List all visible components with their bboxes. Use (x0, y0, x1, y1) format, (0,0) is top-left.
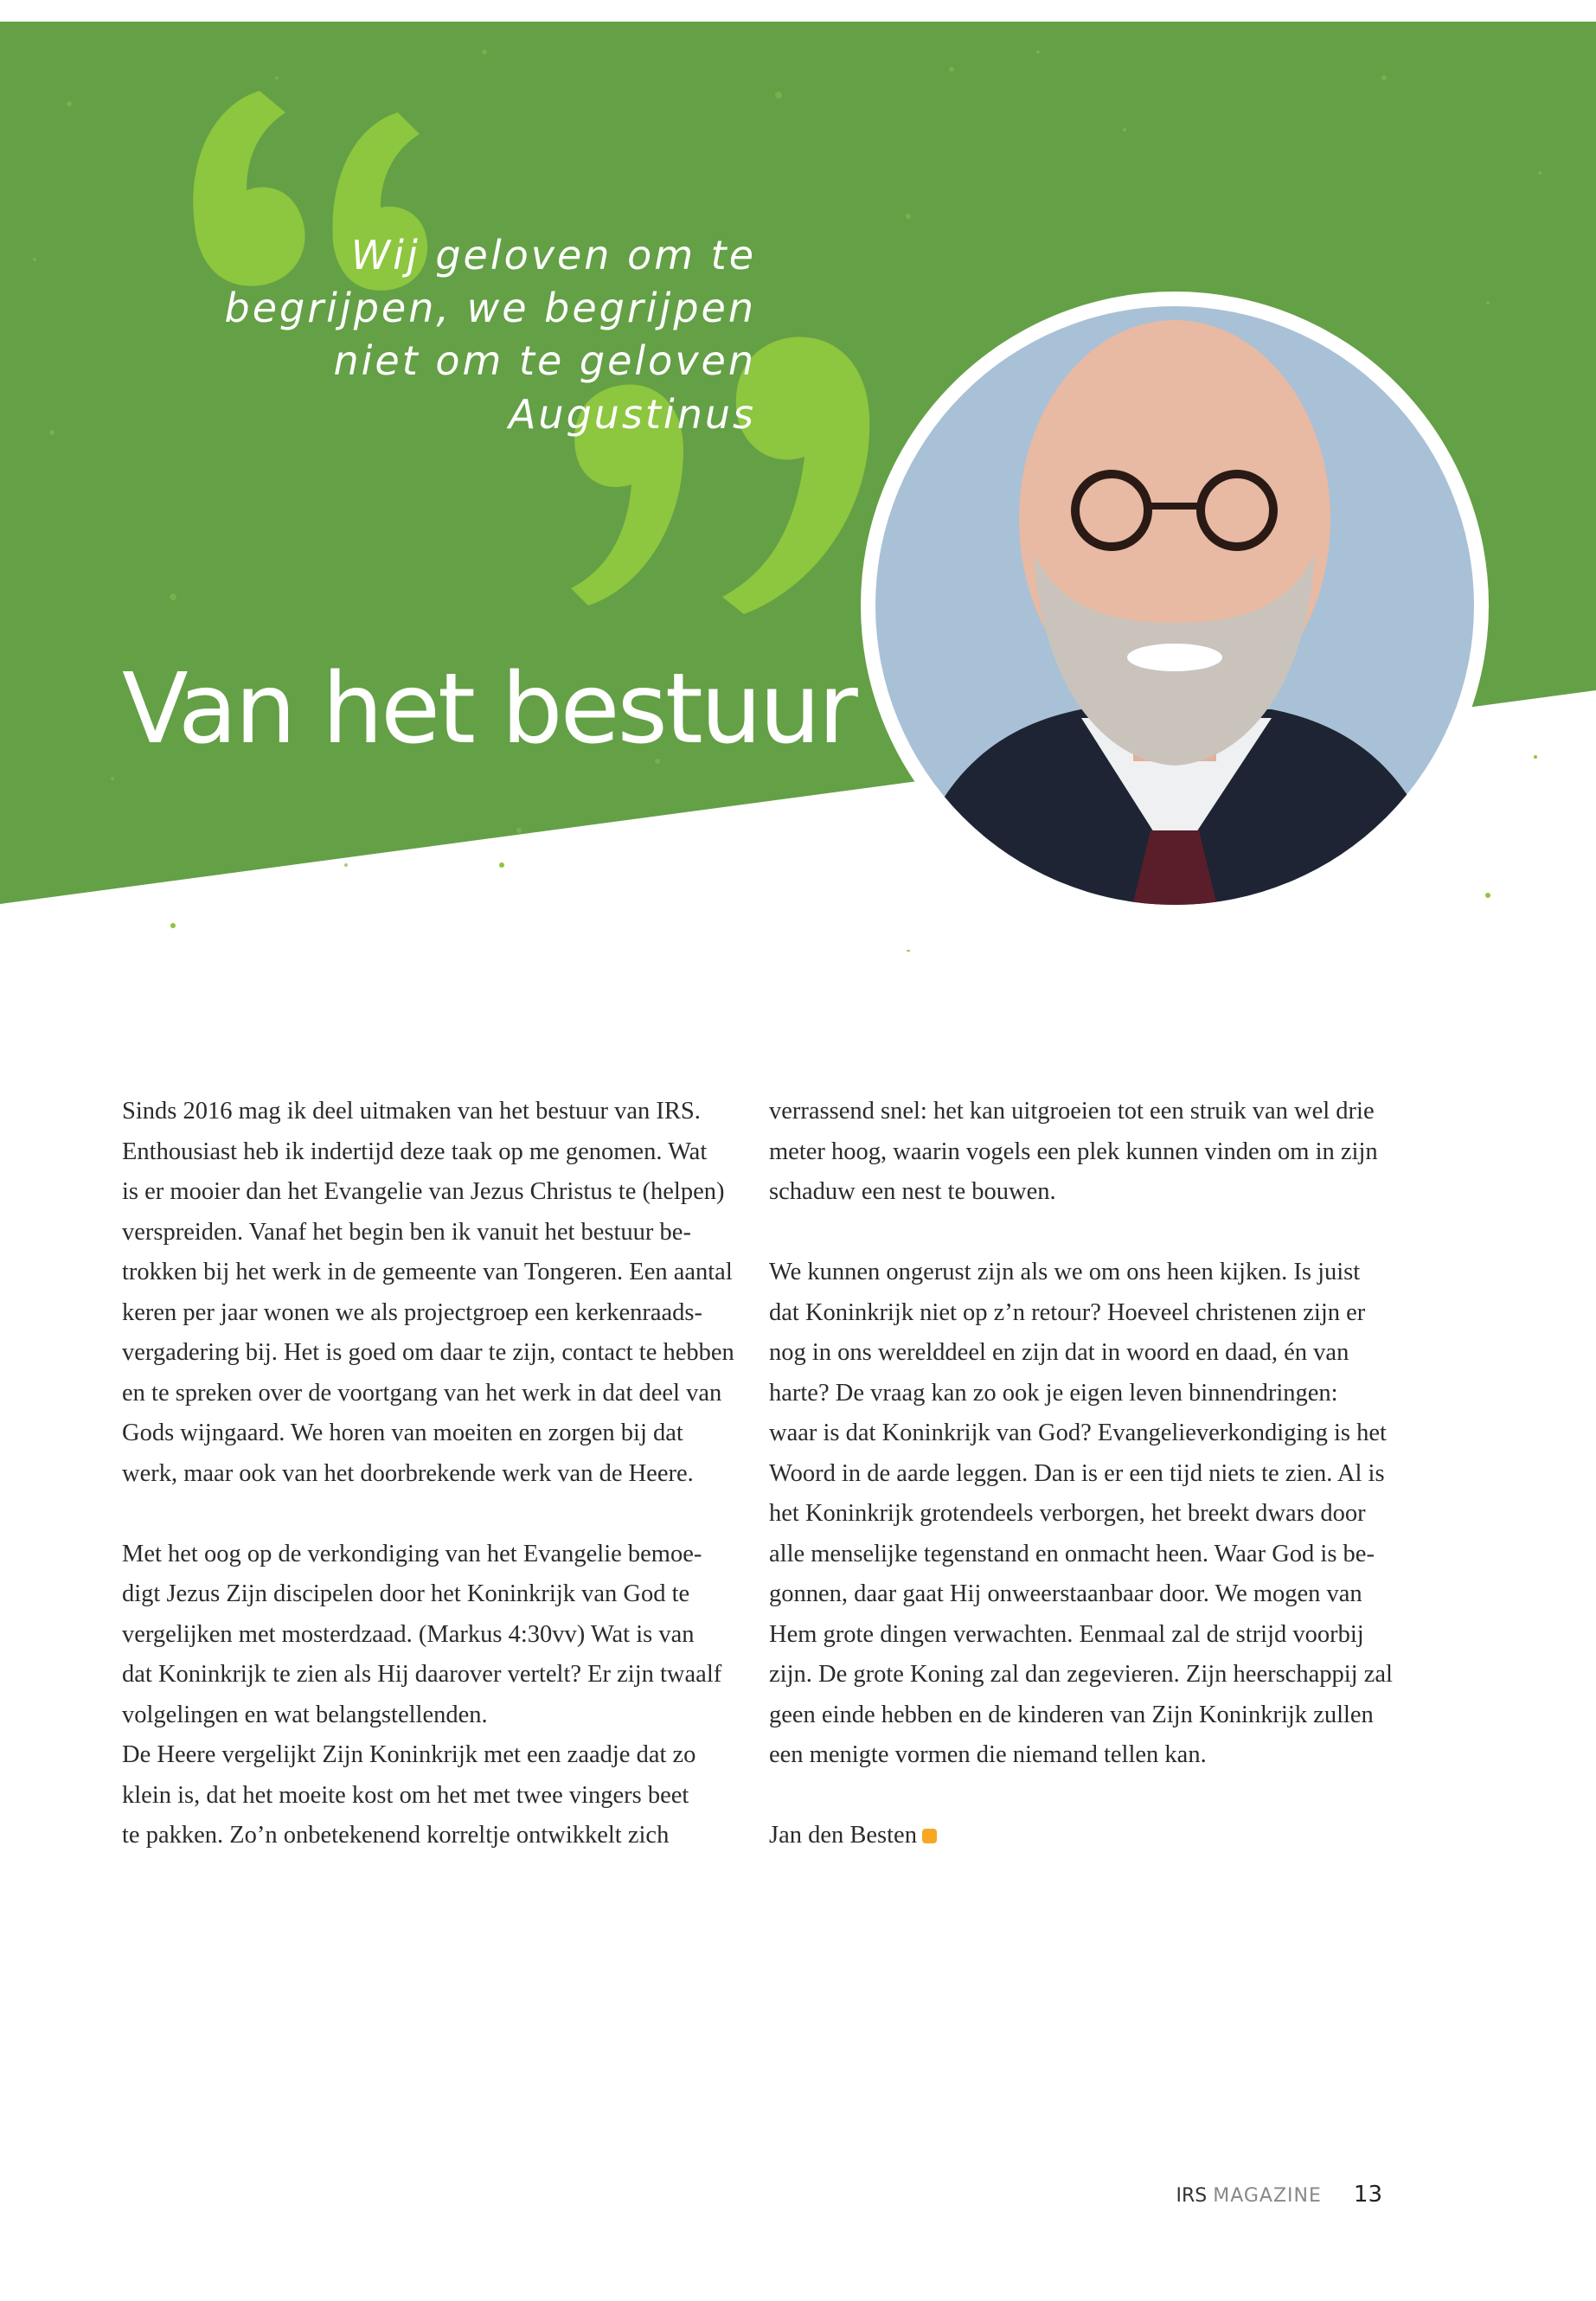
text-line: is er mooier dan het Evangelie van Jezus Christus te (helpen) (122, 1178, 725, 1205)
text-line: gonnen, daar gaat Hij onweerstaanbaar door. We mogen van (769, 1580, 1362, 1607)
text-line: klein is, dat het moeite kost om het met twee vingers beet (122, 1781, 689, 1809)
end-mark-icon (922, 1829, 937, 1843)
footer-magazine: MAGAZINE (1213, 2185, 1322, 2207)
text-line: schaduw een nest te bouwen. (769, 1178, 1056, 1205)
page-number: 13 (1353, 2182, 1382, 2208)
article-column-left (122, 1092, 753, 1856)
text-line: dat Koninkrijk te zien als Hij daarover vertelt? Er zijn twaalf (122, 1661, 722, 1688)
text-line: zijn. De grote Koning zal dan zegevieren. Zijn heerschappij zal (769, 1661, 1393, 1688)
text-line: dat Koninkrijk niet op z’n retour? Hoeveel christenen zijn er (769, 1298, 1366, 1326)
text-line: verspreiden. Vanaf het begin ben ik vanuit het bestuur be- (122, 1218, 691, 1246)
text-line: Met het oog op de verkondiging van het Evangelie bemoe- (122, 1540, 702, 1567)
paragraph-gap (122, 1494, 753, 1535)
quote-line: Wij geloven om te (350, 232, 756, 279)
text-line: digt Jezus Zijn discipelen door het Koninkrijk van God te (122, 1580, 690, 1607)
text-line: alle menselijke tegenstand en onmacht heen. Waar God is be- (769, 1540, 1375, 1567)
quote-line: niet om te geloven (333, 337, 756, 384)
text-line: Sinds 2016 mag ik deel uitmaken van het bestuur van IRS. (122, 1098, 701, 1125)
text-line: waar is dat Koninkrijk van God? Evangelieverkondiging is het (769, 1420, 1387, 1446)
paragraph-gap (769, 1213, 1401, 1253)
page-title: Van het bestuur (122, 653, 856, 766)
signature (769, 1816, 1401, 1856)
text-line: vergadering bij. Het is goed om daar te zijn, contact te hebben (122, 1339, 734, 1366)
text-line: meter hoog, waarin vogels een plek kunnen vinden om in zijn (769, 1138, 1378, 1165)
quote-line: begrijpen, we begrijpen (224, 285, 756, 331)
page-footer (1176, 2182, 1382, 2208)
text-line: het Koninkrijk grotendeels verborgen, het breekt dwars door (769, 1500, 1366, 1527)
header-banner (0, 0, 1596, 952)
text-line: en te spreken over de voortgang van het werk in dat deel van (122, 1379, 722, 1407)
text-line: Woord in de aarde leggen. Dan is er een tijd niets te zien. Al is (769, 1459, 1385, 1487)
text-line: De Heere vergelijkt Zijn Koninkrijk met een zaadje dat zo (122, 1741, 696, 1768)
text-line: Enthousiast heb ik indertijd deze taak op me genomen. Wat (122, 1138, 708, 1165)
text-line: een menigte vormen die niemand tellen kan. (769, 1741, 1207, 1768)
text-line: geen einde hebben en de kinderen van Zijn Koninkrijk zullen (769, 1701, 1374, 1728)
article-column-right (769, 1092, 1401, 1856)
text-line: trokken bij het werk in de gemeente van Tongeren. Een aantal (122, 1259, 733, 1285)
text-line: te pakken. Zo’n onbetekenend korreltje ontwikkelt zich (122, 1822, 670, 1849)
text-line: Gods wijngaard. We horen van moeiten en zorgen bij dat (122, 1420, 683, 1446)
text-line: vergelijken met mosterdzaad. (Markus 4:30vv) Wat is van (122, 1620, 695, 1648)
footer-brand: IRS (1176, 2185, 1208, 2207)
text-line: keren per jaar wonen we als projectgroep een kerkenraads- (122, 1298, 702, 1326)
text-line: We kunnen ongerust zijn als we om ons heen kijken. Is juist (769, 1259, 1361, 1285)
text-line: werk, maar ook van het doorbrekende werk van de Heere. (122, 1459, 694, 1487)
text-line: harte? De vraag kan zo ook je eigen leven binnendringen: (769, 1379, 1338, 1407)
text-line: verrassend snel: het kan uitgroeien tot een struik van wel drie (769, 1098, 1375, 1125)
text-line: nog in ons werelddeel en zijn dat in woord en daad, én van (769, 1339, 1349, 1366)
text-line: volgelingen en wat belangstellenden. (122, 1701, 488, 1728)
quote-author: Augustinus (508, 391, 756, 438)
text-line: Hem grote dingen verwachten. Eenmaal zal de strijd voorbij (769, 1620, 1364, 1648)
author-name: Jan den Besten (769, 1822, 917, 1849)
